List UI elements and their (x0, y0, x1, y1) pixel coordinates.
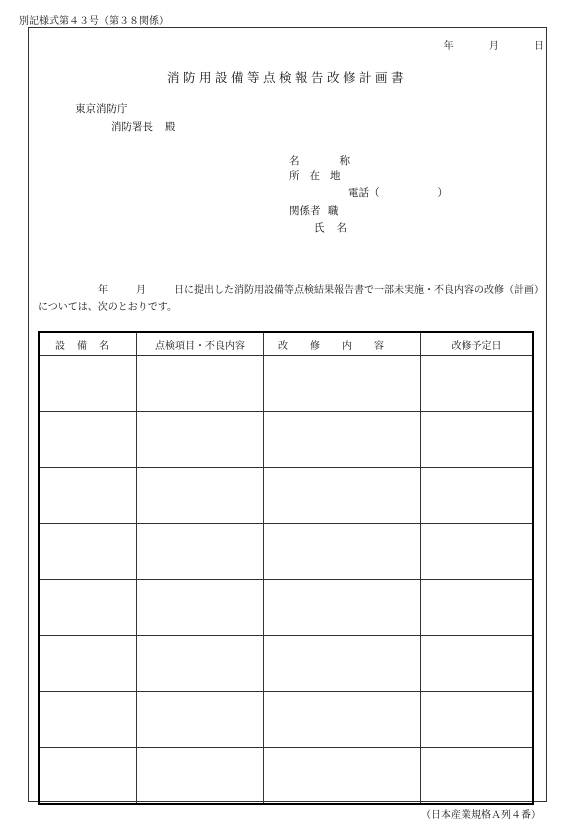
phone-label: 電話（ (348, 187, 380, 199)
table-cell[interactable] (421, 692, 534, 748)
date-year-label: 年 (443, 41, 454, 52)
statement-body: 日に提出した消防用設備等点検結果報告書で一部未実施・不良内容の改修（計画）については、次のとおりです。 (38, 285, 539, 313)
table-cell[interactable] (264, 356, 421, 412)
document-title: 消防用設備等点検報告改修計画書 (166, 70, 407, 85)
submitter-name-row (289, 153, 390, 168)
table-cell[interactable] (39, 412, 137, 468)
table-row (39, 748, 533, 805)
table-cell[interactable] (421, 636, 534, 692)
table-header-row (39, 332, 533, 356)
table-cell[interactable] (421, 468, 534, 524)
header-scheduled-date: 改修予定日 (421, 332, 534, 356)
table-cell[interactable] (39, 748, 137, 805)
addressee-organization: 東京消防庁 (75, 103, 128, 115)
table-cell[interactable] (421, 524, 534, 580)
table-cell[interactable] (39, 692, 137, 748)
paper-size-note: （日本産業規格Ａ列４番） (421, 810, 541, 821)
date-day-label: 日 (534, 41, 544, 52)
table-row (39, 636, 533, 692)
header-repair-content: 改修内容 (264, 332, 421, 356)
related-person-row (289, 203, 338, 218)
table-cell[interactable] (421, 356, 534, 412)
repair-plan-table (38, 331, 534, 805)
table-row (39, 692, 533, 748)
table-cell[interactable] (137, 468, 264, 524)
table-cell[interactable] (39, 356, 137, 412)
statement-year: 年 (98, 285, 108, 296)
phone-close: ） (437, 187, 448, 199)
table-cell[interactable] (264, 748, 421, 805)
header-inspection-item: 点検項目・不良内容 (137, 332, 264, 356)
table-cell[interactable] (264, 692, 421, 748)
table-cell[interactable] (137, 748, 264, 805)
table-row (39, 412, 533, 468)
table-cell[interactable] (264, 580, 421, 636)
table-cell[interactable] (39, 636, 137, 692)
table-cell[interactable] (264, 524, 421, 580)
table-cell[interactable] (137, 356, 264, 412)
position-label: 職 (327, 205, 339, 217)
address-label: 所在地 (289, 170, 351, 182)
table-cell[interactable] (264, 468, 421, 524)
name-label: 名称 (289, 155, 390, 167)
table-cell[interactable] (264, 636, 421, 692)
date-month-label: 月 (488, 41, 499, 52)
full-name-row: 氏名 (314, 222, 359, 234)
table-cell[interactable] (39, 580, 137, 636)
table-cell[interactable] (137, 524, 264, 580)
table-cell[interactable] (137, 636, 264, 692)
table-row (39, 468, 533, 524)
table-cell[interactable] (137, 412, 264, 468)
related-label: 関係者 (289, 205, 321, 217)
table-cell[interactable] (137, 580, 264, 636)
table-cell[interactable] (421, 580, 534, 636)
submitter-address-row (289, 168, 353, 183)
addressee-person (111, 119, 176, 134)
form-number: 別記様式第４３号（第３８関係） (19, 16, 169, 27)
table-row (39, 356, 533, 412)
date-line (430, 37, 544, 52)
statement-month: 月 (136, 285, 146, 296)
table-cell[interactable] (39, 524, 137, 580)
table-row (39, 524, 533, 580)
header-equipment-name: 設備名 (39, 332, 137, 356)
addressee-title: 消防署長 (111, 121, 153, 133)
statement-text (38, 282, 543, 316)
addressee-honorific: 殿 (165, 121, 176, 133)
table-cell[interactable] (137, 692, 264, 748)
table-cell[interactable] (421, 748, 534, 805)
table-cell[interactable] (39, 468, 137, 524)
submitter-phone-row (348, 185, 448, 200)
table-row (39, 580, 533, 636)
table-cell[interactable] (264, 412, 421, 468)
table-cell[interactable] (421, 412, 534, 468)
